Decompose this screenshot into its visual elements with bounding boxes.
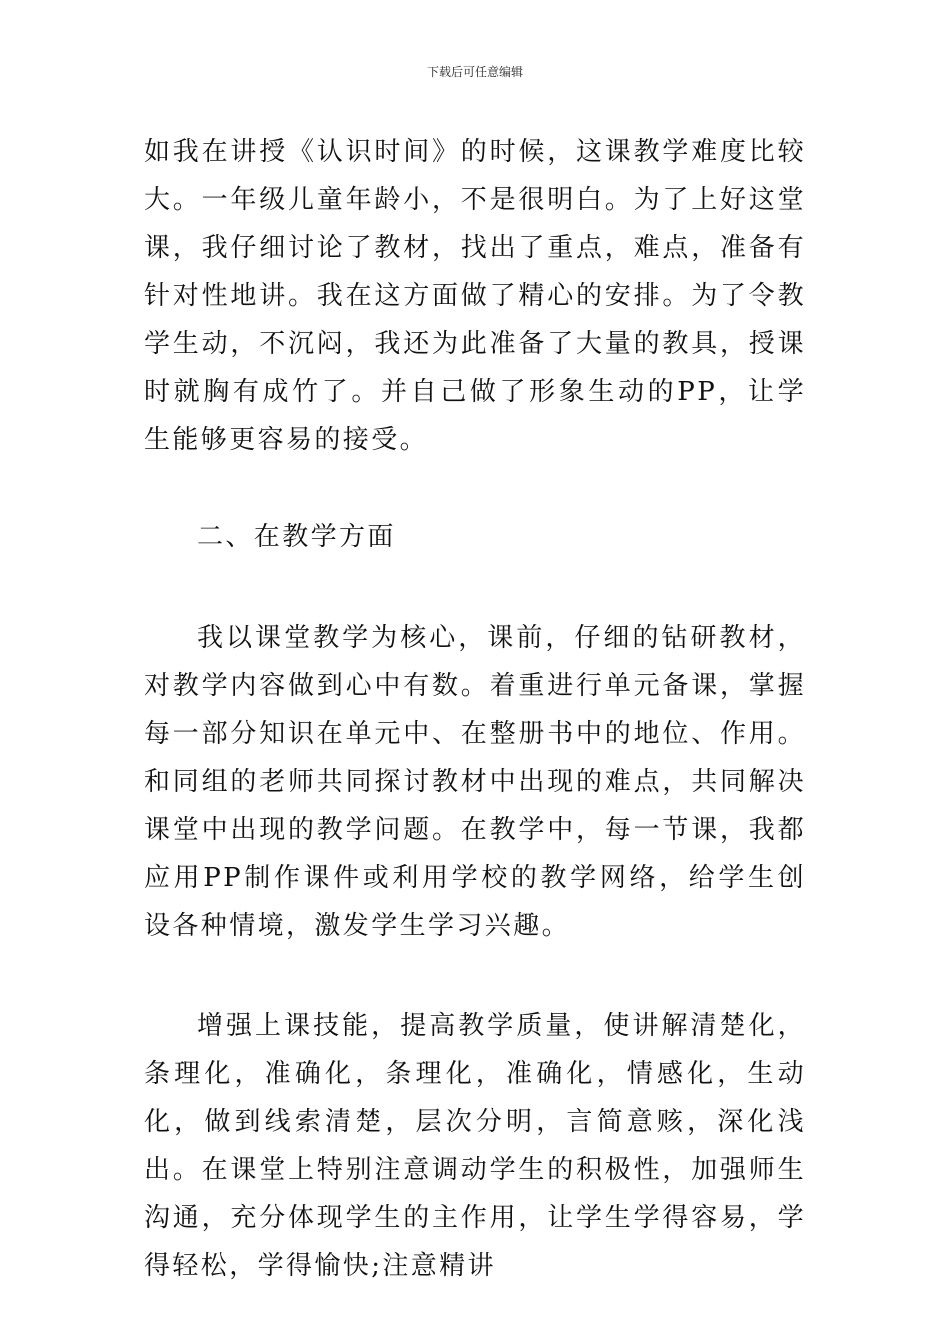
page-header: 下载后可任意编辑 — [426, 65, 523, 79]
document-body — [144, 128, 806, 1290]
section-heading: 二、在教学方面 — [197, 522, 396, 552]
paragraph-teaching: 我以课堂教学为核心，课前，仔细的钻研教材，对教学内容做到心中有数。着重进行单元备课，掌握每一部分知识在单元中、在整册书中的地位、作用。和同组的老师共同探讨教材中出现的难点，共同解决课堂中出现的教学问题。在教学中，每一节课，我都应用PP制作课件或利用学校的教学网络，给学生创设各种情境，激发学生学习兴趣。 — [144, 623, 806, 941]
paragraph-continuation: 如我在讲授《认识时间》的时候，这课教学难度比较大。一年级儿童年龄小，不是很明白。为了上好这堂课，我仔细讨论了教材，找出了重点，难点，准备有针对性地讲。我在这方面做了精心的安排。为了令教学生动，不沉闷，我还为此准备了大量的教具，授课时就胸有成竹了。并自己做了形象生动的PP，让学生能够更容易的接受。 — [144, 137, 806, 455]
paragraph-skills: 增强上课技能，提高教学质量，使讲解清楚化，条理化，准确化，条理化，准确化，情感化，生动化，做到线索清楚，层次分明，言简意赅，深化浅出。在课堂上特别注意调动学生的积极性，加强师生沟通，充分体现学生的主作用，让学生学得容易，学得轻松，学得愉快;注意精讲 — [144, 1011, 806, 1281]
